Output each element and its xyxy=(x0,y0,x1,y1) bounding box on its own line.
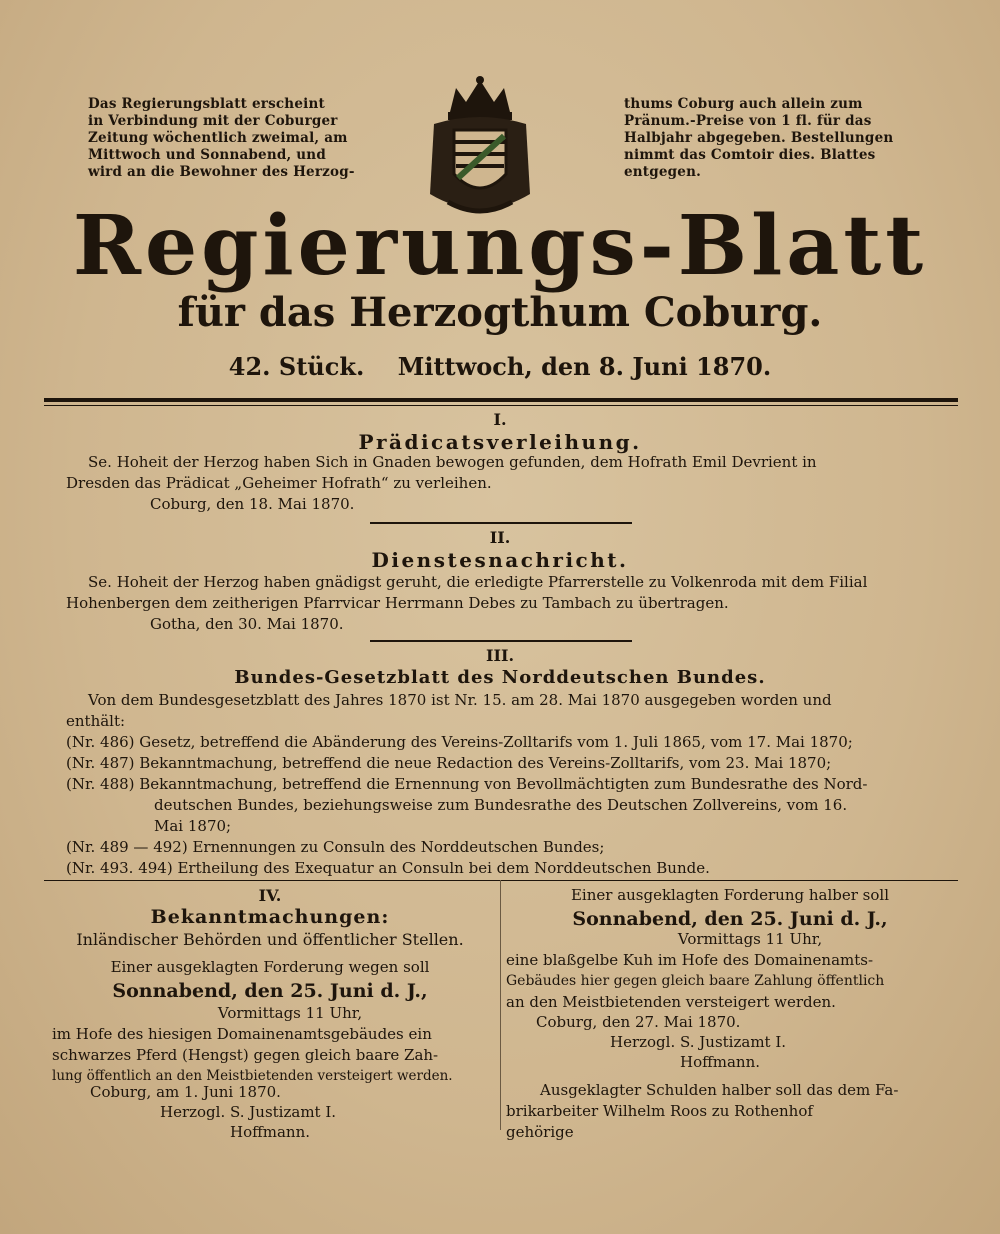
body-line: Gebäudes hier gegen gleich baare Zahlung öffentlich xyxy=(506,973,885,989)
body-line: eine blaßgelbe Kuh im Hofe des Domainenamts- xyxy=(506,951,874,969)
section-heading: Dienstesnachricht. xyxy=(371,548,629,572)
body-line: (Nr. 493. 494) Ertheilung des Exequatur an Consuln bei dem Norddeutschen Bunde. xyxy=(66,859,710,877)
masthead-left-line: Mittwoch und Sonnabend, und xyxy=(88,147,326,163)
notice-line: Einer ausgeklagten Forderung wegen soll xyxy=(110,958,430,976)
body-line: (Nr. 486) Gesetz, betreffend die Abänderung des Vereins-Zolltarifs vom 1. Juli 1865, vom 17. Mai 1870; xyxy=(66,733,853,751)
auction-time: Vormittags 11 Uhr, xyxy=(677,930,823,948)
masthead-left-notice xyxy=(88,96,388,181)
body-line: schwarzes Pferd (Hengst) gegen gleich baare Zah- xyxy=(52,1046,439,1064)
section-divider xyxy=(44,880,958,881)
section-number: II. xyxy=(489,528,511,547)
auction-date: Sonnabend, den 25. Juni d. J., xyxy=(112,980,428,1002)
signature-name: Hoffmann. xyxy=(680,1053,761,1071)
notice-line: Einer ausgeklagten Forderung halber soll xyxy=(570,886,890,904)
body-line: Mai 1870; xyxy=(154,817,232,835)
auction-date: Sonnabend, den 25. Juni d. J., xyxy=(572,908,888,930)
masthead-right-line: thums Coburg auch allein zum xyxy=(624,96,863,112)
body-line: (Nr. 487) Bekanntmachung, betreffend die neue Redaction des Vereins-Zolltarifs, vom 23. Mai 1870; xyxy=(66,754,832,772)
notice-place-date: Coburg, am 1. Juni 1870. xyxy=(90,1083,281,1101)
body-line: im Hofe des hiesigen Domainenamtsgebäudes ein xyxy=(52,1025,432,1043)
section-heading: Bundes-Gesetzblatt des Norddeutschen Bundes. xyxy=(234,667,766,688)
masthead-right-line: Halbjahr abgegeben. Bestellungen xyxy=(624,130,894,146)
masthead-right-line: entgegen. xyxy=(624,164,702,180)
body-line: (Nr. 488) Bekanntmachung, betreffend die Ernennung von Bevollmächtigten zum Bundesrathe des Nord- xyxy=(66,775,868,793)
body-line: gehörige xyxy=(506,1123,574,1141)
body-line: Se. Hoheit der Herzog haben Sich in Gnaden bewogen gefunden, dem Hofrath Emil Devrient in xyxy=(88,453,817,471)
masthead-left-line: Das Regierungsblatt erscheint xyxy=(88,96,325,112)
masthead-right-notice xyxy=(624,96,894,181)
body-line: Von dem Bundesgesetzblatt des Jahres 1870 ist Nr. 15. am 28. Mai 1870 ausgegeben worden und xyxy=(88,691,832,709)
masthead-right-line: Pränum.-Preise von 1 fl. für das xyxy=(624,113,872,129)
section-heading: Prädicatsverleihung. xyxy=(358,430,642,454)
body-line: (Nr. 489 — 492) Ernennungen zu Consuln des Norddeutschen Bundes; xyxy=(66,838,605,856)
section-heading: Bekanntmachungen: xyxy=(150,906,390,928)
issue-number: 42. Stück. xyxy=(228,352,365,381)
newspaper-title: Regierungs-Blatt xyxy=(72,198,928,294)
issue-date: Mittwoch, den 8. Juni 1870. xyxy=(397,352,772,381)
body-line: Coburg, den 18. Mai 1870. xyxy=(150,495,355,513)
masthead-right-line: nimmt das Comtoir dies. Blattes xyxy=(624,147,876,163)
masthead-left-line: Zeitung wöchentlich zweimal, am xyxy=(88,130,348,146)
auction-time: Vormittags 11 Uhr, xyxy=(217,1004,363,1022)
masthead-left-line: in Verbindung mit der Coburger xyxy=(88,113,338,129)
body-line: Se. Hoheit der Herzog haben gnädigst geruht, die erledigte Pfarrerstelle zu Volkenroda mit dem Filial xyxy=(88,573,868,591)
body-line: Gotha, den 30. Mai 1870. xyxy=(150,615,344,633)
body-line: Hohenbergen dem zeitherigen Pfarrvicar Herrmann Debes zu Tambach zu übertragen. xyxy=(66,594,729,612)
newspaper-subtitle: für das Herzogthum Coburg. xyxy=(177,289,823,336)
body-line: enthält: xyxy=(66,712,126,730)
masthead-left-line: wird an die Bewohner des Herzog- xyxy=(88,164,355,180)
notice-place-date: Coburg, den 27. Mai 1870. xyxy=(536,1013,741,1031)
signature-name: Hoffmann. xyxy=(230,1123,311,1141)
body-line: Ausgeklagter Schulden halber soll das dem Fa- xyxy=(540,1081,899,1099)
section-divider xyxy=(370,640,632,642)
column-divider xyxy=(500,880,501,1130)
issuing-office: Herzogl. S. Justizamt I. xyxy=(160,1103,337,1121)
body-line: brikarbeiter Wilhelm Roos zu Rothenhof xyxy=(506,1102,813,1120)
body-line: Dresden das Prädicat „Geheimer Hofrath“ zu verleihen. xyxy=(66,474,492,492)
section-number: I. xyxy=(493,410,507,429)
body-line: lung öffentlich an den Meistbietenden versteigert werden. xyxy=(52,1068,453,1084)
section-subheading: Inländischer Behörden und öffentlicher Stellen. xyxy=(76,930,464,949)
body-line: deutschen Bundes, beziehungsweise zum Bundesrathe des Deutschen Zollvereins, vom 16. xyxy=(154,796,848,814)
masthead-rule-thin xyxy=(44,405,958,406)
masthead-rule xyxy=(44,398,958,402)
section-number: IV. xyxy=(258,886,282,905)
section-divider xyxy=(370,522,632,524)
section-number: III. xyxy=(485,646,515,665)
body-line: an den Meistbietenden versteigert werden. xyxy=(506,993,836,1011)
issue-line xyxy=(60,352,940,382)
issuing-office: Herzogl. S. Justizamt I. xyxy=(610,1033,787,1051)
